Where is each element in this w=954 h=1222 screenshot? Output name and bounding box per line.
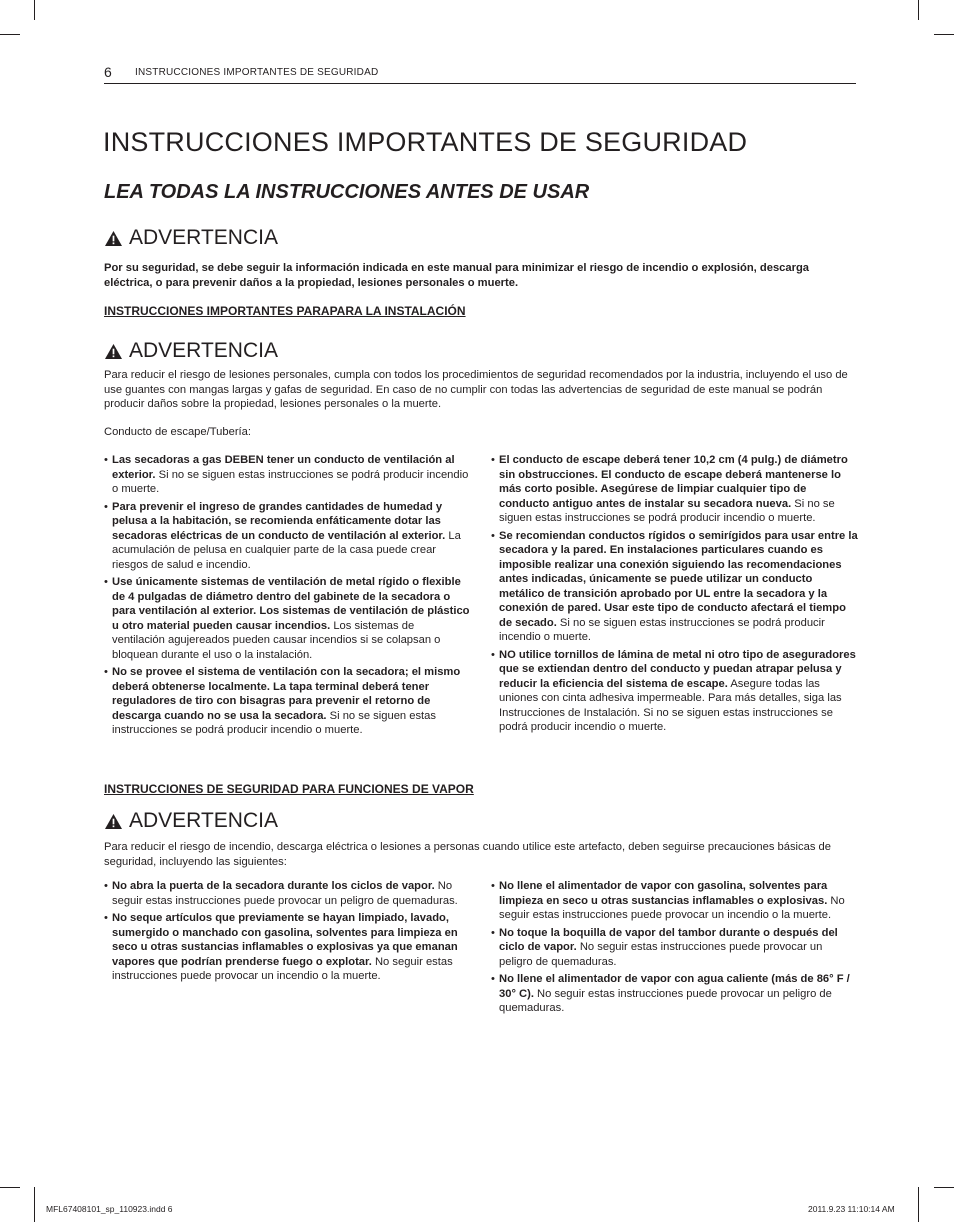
warning-heading [104, 808, 278, 834]
bullet-item [104, 575, 470, 662]
page-number: 6 [104, 64, 112, 80]
section-heading-installation: INSTRUCCIONES IMPORTANTES PARAPARA LA INSTALACIÓN [104, 304, 466, 318]
installation-right-column [491, 453, 858, 738]
crop-mark [0, 34, 20, 35]
bullet-item [491, 529, 858, 645]
bullet-text: Asegure todas las uniones con cinta adhesiva impermeable. Para más detalles, siga las Instrucciones de Instalación. Si no se siguen estas instrucciones se podrá producir incendio o muerte. [499, 677, 842, 733]
footer-file-name: MFL67408101_sp_110923.indd 6 [46, 1204, 173, 1214]
bullet-text: No seguir estas instrucciones puede provocar un incendio o la muerte. [112, 955, 453, 982]
running-head: INSTRUCCIONES IMPORTANTES DE SEGURIDAD [135, 67, 379, 78]
crop-mark [0, 1187, 20, 1188]
warning-heading [104, 225, 278, 251]
bullet-bold-text: Se recomiendan conductos rígidos o semirígidos para usar entre la secadora y la pared. En instalaciones particulares cuando es imposible realizar una conexión siguiendo las recomendaciones antes indicadas, únicamente se puede utilizar un conducto metálico de transición aprobado por UL entre la secadora y la conexión de pared. Usar este tipo de conducto afectará el tiempo de secado. [499, 529, 858, 629]
bullet-item [491, 926, 858, 970]
bullet-bold-text: No abra la puerta de la secadora durante los ciclos de vapor. [112, 880, 435, 892]
section-heading-steam: INSTRUCCIONES DE SEGURIDAD PARA FUNCIONES DE VAPOR [104, 782, 474, 796]
steam-left-column [104, 879, 466, 987]
bullet-item [491, 648, 858, 735]
warning-label: ADVERTENCIA [129, 809, 278, 832]
warning-label: ADVERTENCIA [129, 339, 278, 362]
bullet-item [104, 453, 470, 497]
bullet-bold-text: Las secadoras a gas DEBEN tener un conducto de ventilación al exterior. [112, 454, 455, 481]
bullet-bold-text: No se provee el sistema de ventilación con la secadora; el mismo deberá obtenerse localmente. La tapa terminal deberá tener reguladores de tiro con bisagras para prevenir el retorno de descarga cuando no se usa la secadora. [112, 666, 461, 722]
steam-intro: Para reducir el riesgo de incendio, descarga eléctrica o lesiones a personas cuando utilice este artefacto, deben seguirse precauciones básicas de seguridad, incluyendo las siguientes: [104, 841, 832, 868]
bullet-item [491, 972, 858, 1016]
bullet-bold-text: Para prevenir el ingreso de grandes cantidades de humedad y pelusa a la habitación, se recomienda enfáticamente dotar las secadoras eléctricas de un conducto de ventilación al exterior. [112, 500, 446, 542]
bullet-text: Si no se siguen estas instrucciones se podrá producir incendio o muerte. [499, 497, 835, 524]
bullet-text: Si no se siguen estas instrucciones se podrá producir incendio o muerte. [112, 468, 469, 495]
bullet-text: Si no se siguen estas instrucciones se podrá producir incendio o muerte. [112, 709, 436, 736]
duct-label: Conducto de escape/Tubería: [104, 426, 251, 438]
bullet-item [104, 665, 470, 738]
crop-mark [34, 1187, 35, 1222]
warning-triangle-icon [104, 230, 123, 247]
bullet-text: No seguir estas instrucciones puede provocar un peligro de quemaduras. [499, 941, 823, 968]
page-title: INSTRUCCIONES IMPORTANTES DE SEGURIDAD [103, 127, 748, 157]
bullet-bold-text: El conducto de escape deberá tener 10,2 cm (4 pulg.) de diámetro sin obstrucciones. El conducto de escape deberá mantenerse lo más corto posible. Asegúrese de limpiar cualquier tipo de conducto antiguo antes de instalar su secadora nueva. [499, 454, 848, 510]
bullet-text: Los sistemas de ventilación agujereados pueden causar incendios si se colapsan o bloquean durante el uso o la instalación. [112, 619, 441, 661]
bullet-bold-text: No toque la boquilla de vapor del tambor durante o después del ciclo de vapor. [499, 926, 838, 953]
steam-right-column [491, 879, 858, 1019]
bullet-text: No seguir estas instrucciones puede provocar un peligro de quemaduras. [112, 880, 458, 907]
bullet-text: La acumulación de pelusa en cualquier parte de la casa puede crear riesgos de salud e incendio. [112, 529, 461, 571]
bullet-item [491, 453, 858, 526]
crop-mark [934, 34, 954, 35]
bullet-item [104, 500, 470, 573]
bullet-item [104, 879, 466, 908]
bullet-bold-text: Use únicamente sistemas de ventilación de metal rígido o flexible de 4 pulgadas de diámetro dentro del gabinete de la secadora o para ventilación al exterior. Los sistemas de ventilación de plástico u otro material pueden causar incendios. [112, 576, 470, 632]
bullet-item [491, 879, 858, 923]
installation-intro: Para reducir el riesgo de lesiones personales, cumpla con todos los procedimientos de seguridad recomendados por la industria, incluyendo el uso de use guantes con mangas largas y gafas de seguridad. En caso de no cumplir con todas las advertencias de seguridad de este manual se podrán producir daños sobre la propiedad, lesiones personales o la muerte. [104, 369, 848, 410]
crop-mark [918, 0, 919, 20]
warning-triangle-icon [104, 813, 123, 830]
bullet-bold-text: No llene el alimentador de vapor con gasolina, solventes para limpieza en seco u otras sustancias inflamables o explosivas. [499, 880, 828, 907]
bullet-bold-text: No seque artículos que previamente se hayan limpiado, lavado, sumergido o manchado con gasolina, solventes para limpieza en seco u otras sustancias inflamables o explosivas ya que emanan vapores que podrían prenderse fuego o explotar. [112, 912, 458, 968]
page-subtitle: LEA TODAS LA INSTRUCCIONES ANTES DE USAR [104, 181, 590, 203]
warning-text: Por su seguridad, se debe seguir la información indicada en este manual para minimizar el riesgo de incendio o explosión, descarga eléctrica, o para prevenir daños a la propiedad, lesiones personales o muerte. [104, 262, 810, 289]
crop-mark [34, 0, 35, 20]
bullet-text: No seguir estas instrucciones puede provocar un incendio o la muerte. [499, 894, 845, 921]
bullet-bold-text: NO utilice tornillos de lámina de metal ni otro tipo de aseguradores que se extiendan dentro del conducto y puedan atrapar pelusa y reducir la eficiencia del sistema de escape. [499, 648, 856, 690]
crop-mark [934, 1187, 954, 1188]
page-header [104, 64, 856, 84]
bullet-text: Si no se siguen estas instrucciones se podrá producir incendio o muerte. [499, 616, 825, 643]
installation-left-column [104, 453, 470, 741]
bullet-bold-text: No llene el alimentador de vapor con agua caliente (más de 86° F / 30° C). [499, 973, 850, 1000]
warning-triangle-icon [104, 343, 123, 360]
warning-heading [104, 338, 278, 364]
warning-label: ADVERTENCIA [129, 226, 278, 249]
crop-mark [918, 1187, 919, 1222]
bullet-item [104, 911, 466, 984]
footer-timestamp: 2011.9.23 11:10:14 AM [808, 1204, 895, 1214]
bullet-text: No seguir estas instrucciones puede provocar un peligro de quemaduras. [499, 987, 832, 1014]
